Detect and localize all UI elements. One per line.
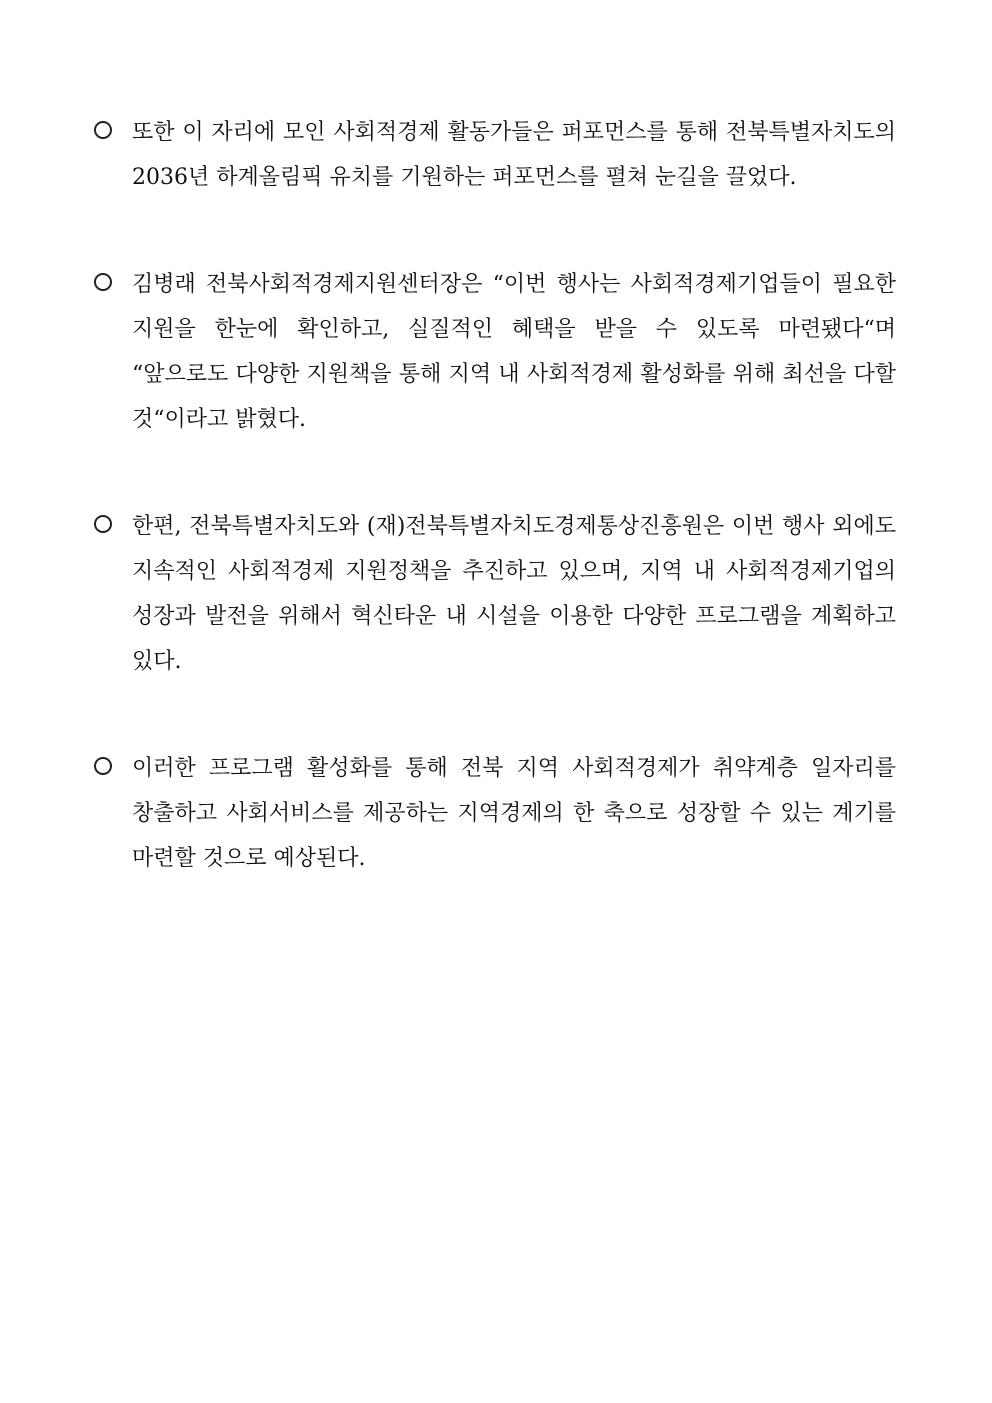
paragraph-text: 또한 이 자리에 모인 사회적경제 활동가들은 퍼포먼스를 통해 전북특별자치도의 2036년 하계올림픽 유치를 기원하는 퍼포먼스를 펼쳐 눈길을 끌었다. [132, 120, 896, 190]
paragraph-text: 한편, 전북특별자치도와 (재)전북특별자치도경제통상진흥원은 이번 행사 외에도 지속적인 사회적경제 지원정책을 추진하고 있으며, 지역 내 사회적경제기업의 성장과 발전을 위해서 혁신타운 내 시설을 이용한 다양한 프로그램을 계획하고 있다. [132, 514, 896, 674]
paragraph-support-policy [94, 504, 896, 684]
paragraph-text: 김병래 전북사회적경제지원센터장은 “이번 행사는 사회적경제기업들이 필요한 지원을 한눈에 확인하고, 실질적인 혜택을 받을 수 있도록 마련됐다“며 “앞으로도 다양한 지원책을 통해 지역 내 사회적경제 활성화를 위해 최선을 다할 것“이라고 밝혔다. [132, 272, 896, 432]
circle-bullet-icon [94, 273, 112, 291]
circle-bullet-icon [94, 515, 112, 533]
document-body [94, 110, 896, 943]
circle-bullet-icon [94, 757, 112, 775]
paragraph-olympic-performance [94, 110, 896, 200]
paragraph-outlook [94, 746, 896, 881]
paragraph-center-director-quote [94, 262, 896, 442]
circle-bullet-icon [94, 121, 112, 139]
paragraph-text: 이러한 프로그램 활성화를 통해 전북 지역 사회적경제가 취약계층 일자리를 창출하고 사회서비스를 제공하는 지역경제의 한 축으로 성장할 수 있는 계기를 마련할 것으로 예상된다. [132, 756, 896, 871]
